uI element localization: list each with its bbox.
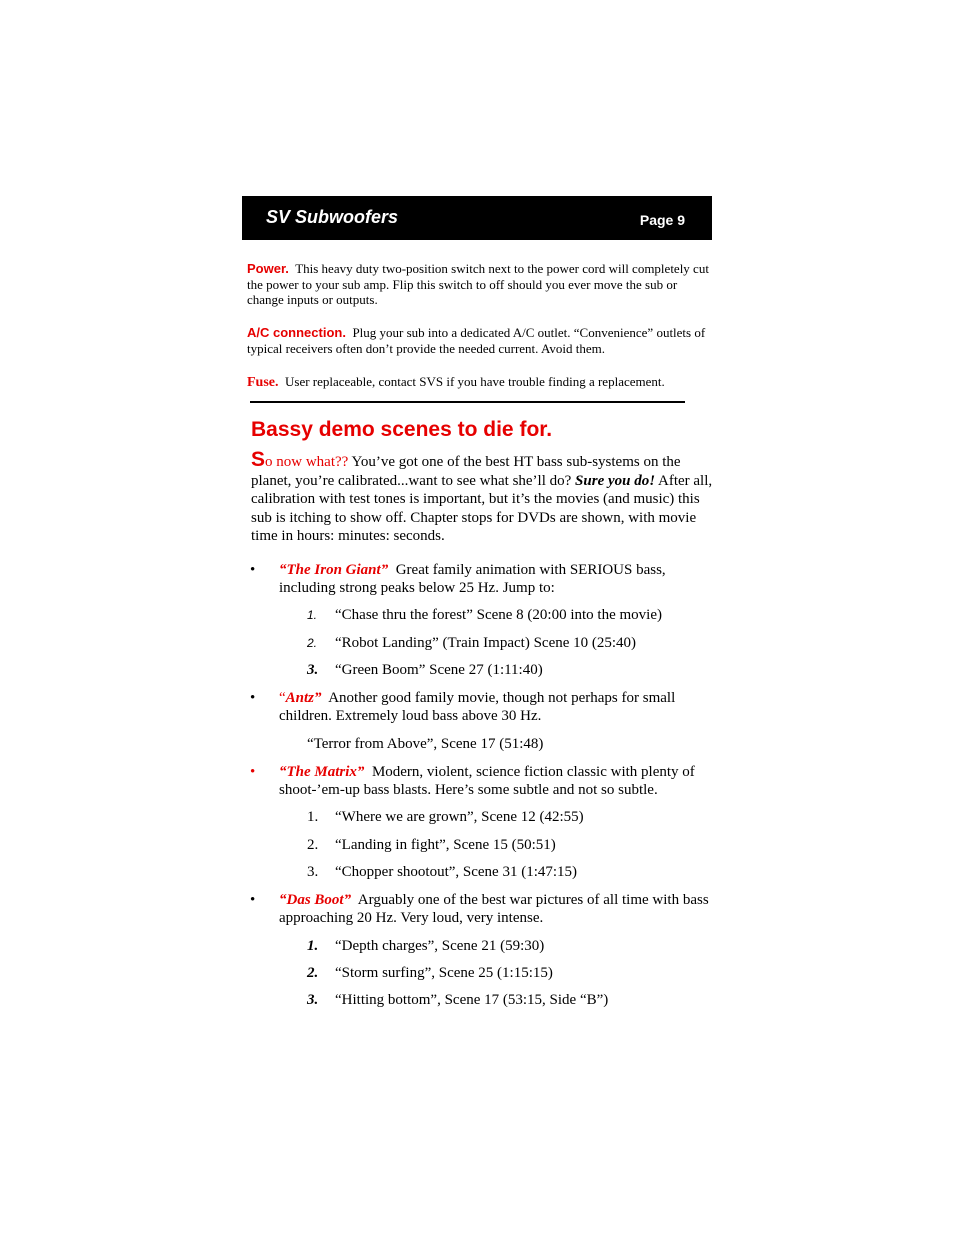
scene-item: [307, 735, 543, 753]
bullet-icon: •: [250, 690, 256, 706]
scene-number: 2.: [307, 837, 319, 853]
ac-paragraph: [247, 325, 709, 356]
scene-text: “Chopper shootout”, Scene 31 (1:47:15): [335, 864, 578, 880]
movie-title: Antz”: [285, 690, 322, 706]
ac-label: A/C connection.: [247, 325, 346, 340]
page-number: Page 9: [639, 212, 685, 228]
movie-title: “Das Boot”: [279, 892, 352, 908]
scene-item: [307, 964, 553, 982]
movie-item: [279, 689, 709, 725]
movie-item: [279, 561, 709, 597]
section-heading: Bassy demo scenes to die for.: [251, 418, 553, 441]
page-header: [242, 196, 712, 240]
intro-paragraph: [251, 448, 713, 546]
scene-text: “Landing in fight”, Scene 15 (50:51): [335, 837, 556, 853]
movie-description: Arguably one of the best war pictures of all time with bass approaching 20 Hz. Very loud, very intense.: [279, 892, 709, 926]
fuse-label: Fuse.: [247, 375, 279, 390]
scene-text: “Terror from Above”, Scene 17 (51:48): [307, 736, 544, 752]
scene-item: [307, 863, 577, 881]
intro-lead: o now what??: [265, 454, 349, 470]
section-divider: [250, 401, 685, 403]
movie-description: Another good family movie, though not perhaps for small children. Extremely loud bass above 30 Hz.: [279, 690, 676, 724]
power-paragraph: [247, 261, 709, 308]
scene-item: [307, 634, 636, 652]
fuse-text: User replaceable, contact SVS if you have trouble finding a replacement.: [285, 374, 665, 389]
scene-text: “Chase thru the forest” Scene 8 (20:00 into the movie): [335, 607, 662, 623]
movie-title: “The Matrix”: [279, 764, 365, 780]
power-text: This heavy duty two-position switch next to the power cord will completely cut the power to your sub amp. Flip this switch to off should you ever move the sub or change inputs or outputs.: [247, 261, 709, 307]
bullet-icon: •: [250, 562, 256, 578]
scene-number: 2.: [307, 636, 318, 650]
movie-title: “The Iron Giant”: [279, 562, 389, 578]
scene-text: “Green Boom” Scene 27 (1:11:40): [335, 662, 543, 678]
scene-item: [307, 836, 556, 854]
scene-item: [307, 661, 543, 679]
scene-number: 1.: [307, 608, 318, 622]
scene-text: “Robot Landing” (Train Impact) Scene 10 (25:40): [335, 635, 637, 651]
scene-number: 2.: [307, 965, 319, 981]
scene-text: “Storm surfing”, Scene 25 (1:15:15): [335, 965, 553, 981]
scene-item: [307, 606, 662, 624]
scene-item: [307, 937, 544, 955]
scene-number: 1.: [307, 809, 319, 825]
bullet-icon: •: [250, 892, 256, 908]
movie-description: Modern, violent, science fiction classic with plenty of shoot-’em-up bass blasts. Here’s some subtle and not so subtle.: [279, 764, 695, 798]
intro-text-1: You’ve got one of the best HT bass sub-systems on the planet, you’re calibrated...want to see what she’ll do?: [251, 454, 681, 489]
scene-text: “Hitting bottom”, Scene 17 (53:15, Side “B”): [335, 992, 609, 1008]
power-label: Power.: [247, 261, 289, 276]
scene-text: “Where we are grown”, Scene 12 (42:55): [335, 809, 584, 825]
movie-item: [279, 763, 709, 799]
intro-text-2: After all, calibration with test tones is important, but it’s the movies (and music) this sub is itching to show off. Chapter stops for DVDs are shown, with movie time in hours: minutes: seconds.: [251, 472, 713, 544]
ac-text: Plug your sub into a dedicated A/C outlet. “Convenience” outlets of typical receivers often don’t provide the needed current. Avoid them.: [247, 325, 706, 356]
scene-number: 1.: [307, 938, 319, 954]
document-title: SV Subwoofers: [266, 207, 399, 227]
scene-item: [307, 991, 608, 1009]
open-quote: “: [279, 690, 286, 706]
movie-description: Great family animation with SERIOUS bass, including strong peaks below 25 Hz. Jump to:: [279, 562, 666, 596]
bullet-icon: •: [250, 764, 256, 780]
fuse-paragraph: [247, 374, 709, 391]
intro-emphasis: Sure you do!: [575, 472, 656, 489]
scene-number: 3.: [307, 662, 319, 678]
scene-number: 3.: [307, 864, 319, 880]
scene-number: 3.: [307, 992, 319, 1008]
scene-text: “Depth charges”, Scene 21 (59:30): [335, 938, 545, 954]
movie-item: [279, 891, 709, 927]
drop-cap: S: [251, 448, 266, 471]
scene-item: [307, 808, 584, 826]
